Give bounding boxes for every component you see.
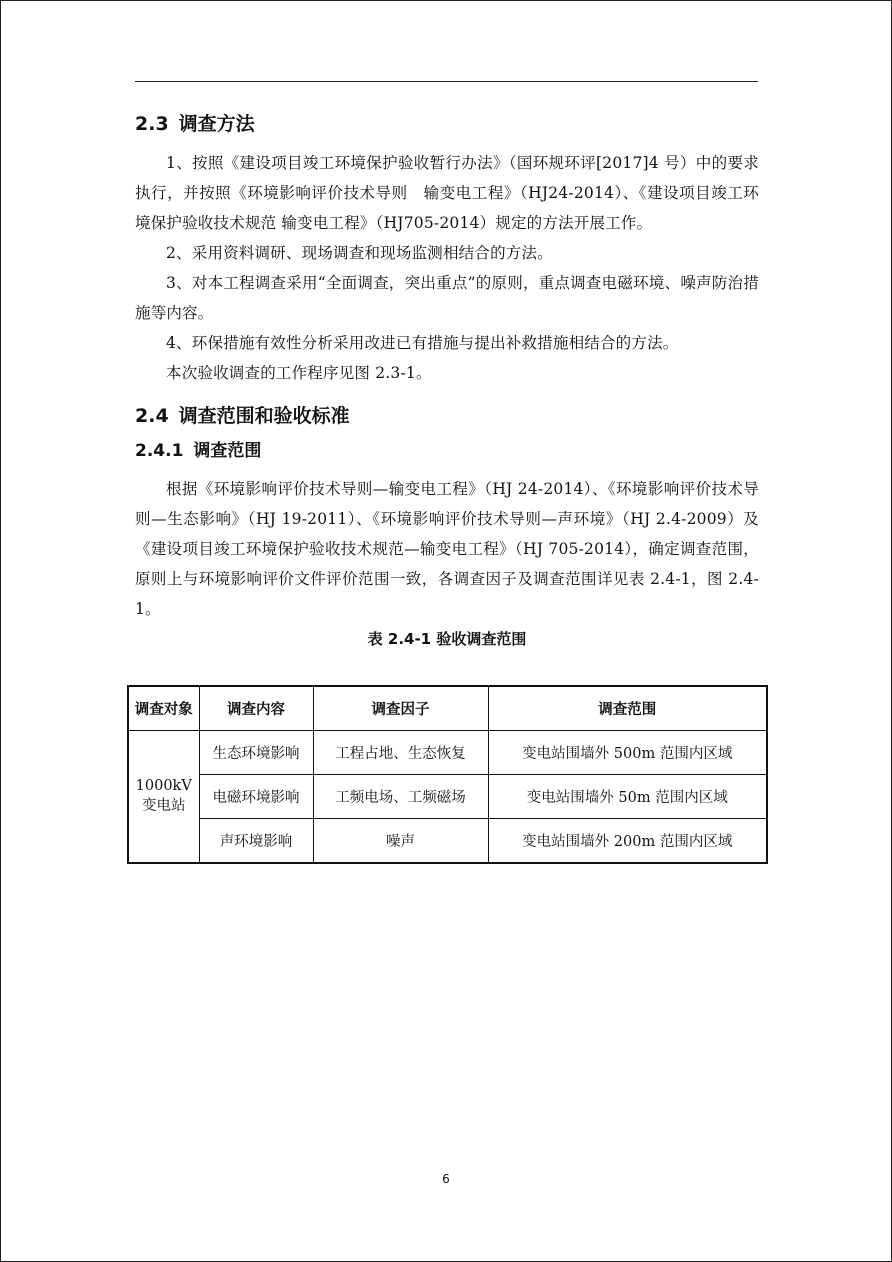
paragraph: 2、采用资料调研、现场调查和现场监测相结合的方法。 bbox=[166, 244, 553, 262]
section-2-4-heading bbox=[135, 400, 759, 432]
section-title: 调查范围 bbox=[193, 441, 262, 461]
paragraph: 1、按照《建设项目竣工环境保护验收暂行办法》（国环规环评[2017]4 号）中的要求执行，并按照《环境影响评价技术导则 输变电工程》（HJ24-2014）、《建设项目竣工环境保护验收技术规范 输变电工程》（HJ705-2014）规定的方法开展工作。 bbox=[135, 154, 759, 232]
header-content: 调查内容 bbox=[199, 686, 313, 731]
section-2-3-heading bbox=[135, 108, 759, 140]
survey-scope-table bbox=[127, 685, 768, 864]
range-cell: 变电站围墙外 50m 范围内区域 bbox=[488, 775, 767, 819]
section-title: 调查范围和验收标准 bbox=[178, 405, 350, 427]
object-line: 1000kV bbox=[135, 778, 192, 794]
header-factor: 调查因子 bbox=[313, 686, 488, 731]
document-body bbox=[135, 108, 759, 652]
factor-cell: 工程占地、生态恢复 bbox=[313, 731, 488, 775]
section-title: 调查方法 bbox=[178, 113, 255, 135]
paragraph: 4、环保措施有效性分析采用改进已有措施与提出补救措施相结合的方法。 bbox=[166, 334, 679, 352]
factor-cell: 工频电场、工频磁场 bbox=[313, 775, 488, 819]
table-caption: 表 2.4-1 验收调查范围 bbox=[367, 630, 527, 648]
section-2-4-1-heading bbox=[135, 436, 759, 466]
content-cell: 电磁环境影响 bbox=[199, 775, 313, 819]
range-cell: 变电站围墙外 200m 范围内区域 bbox=[488, 819, 767, 864]
header-object: 调查对象 bbox=[128, 686, 199, 731]
factor-cell: 噪声 bbox=[313, 819, 488, 864]
content-cell: 生态环境影响 bbox=[199, 731, 313, 775]
section-number: 2.4.1 bbox=[135, 441, 184, 461]
object-line: 变电站 bbox=[142, 798, 186, 814]
table-row bbox=[128, 731, 767, 775]
paragraph: 本次验收调查的工作程序见图 2.3-1。 bbox=[166, 364, 432, 382]
paragraph: 3、对本工程调查采用“全面调查，突出重点”的原则，重点调查电磁环境、噪声防治措施等内容。 bbox=[135, 274, 759, 322]
table-row bbox=[128, 775, 767, 819]
survey-object-cell bbox=[128, 731, 199, 864]
page-number: 6 bbox=[442, 1172, 450, 1186]
section-number: 2.3 bbox=[135, 113, 169, 135]
header-rule bbox=[135, 81, 758, 82]
header-range: 调查范围 bbox=[488, 686, 767, 731]
content-cell: 声环境影响 bbox=[199, 819, 313, 864]
table-header-row bbox=[128, 686, 767, 731]
section-number: 2.4 bbox=[135, 405, 169, 427]
table-row bbox=[128, 819, 767, 864]
range-cell: 变电站围墙外 500m 范围内区域 bbox=[488, 731, 767, 775]
paragraph: 根据《环境影响评价技术导则—输变电工程》（HJ 24-2014）、《环境影响评价技术导则—生态影响》（HJ 19-2011）、《环境影响评价技术导则—声环境》（HJ 2.4-2009）及《建设项目竣工环境保护验收技术规范—输变电工程》（HJ 705-2014），确定调查范围，原则上与环境影响评价文件评价范围一致，各调查因子及调查范围详见表 2.4-1，图 2.4-1。 bbox=[135, 480, 759, 618]
